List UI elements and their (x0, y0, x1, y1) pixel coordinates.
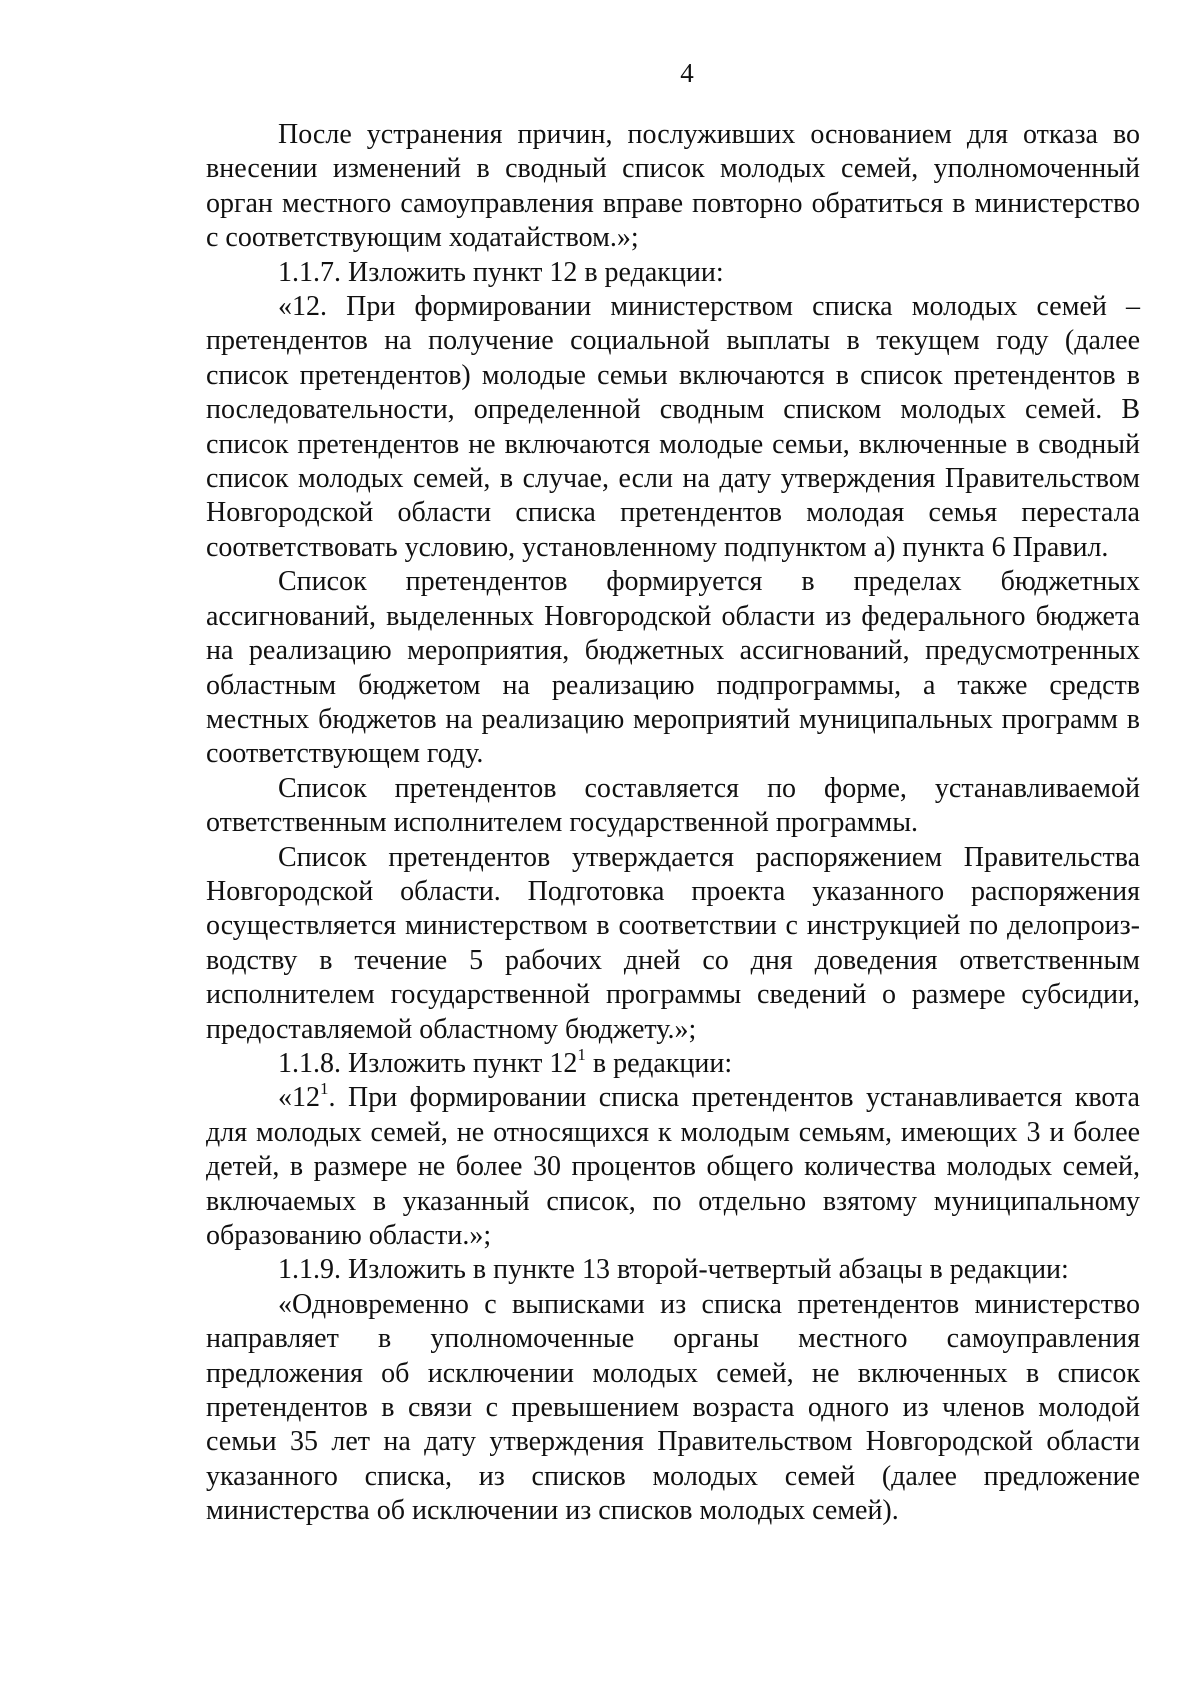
page-number: 4 (680, 58, 694, 88)
paragraph-list-form: Список претендентов составляется по форме, устанавливаемой ответственным исполнителем государственной программы. (206, 772, 1140, 839)
paragraph-item-1-1-9: 1.1.9. Изложить в пункте 13 второй-четвертый абзацы в редакции: (278, 1254, 1069, 1286)
paragraph-point-12: «12. При формировании министерством списка молодых семей – претендентов на получение социальной выплаты в текущем году (далее список претендентов) молодые семьи включаются в список претендентов в последовательности, определенной сводным списком молодых семей. В список претендентов не включаются молодые семьи, включенные в сводный список молодых семей, в случае, если на дату утверждения Правительством Новгородской области списка претендентов молодая семья перестала соответствовать условию, установленному подпунктом а) пункта 6 Правил. (206, 291, 1140, 563)
document-body (206, 118, 1140, 1529)
item-118-text-before: 1.1.8. Изложить пункт 12 (278, 1047, 578, 1079)
item-118-text-after: в редакции: (585, 1047, 733, 1079)
item-121-superscript: 1 (320, 1079, 329, 1099)
paragraph-point-12-1 (206, 1081, 1140, 1253)
paragraph-1: После устранения причин, послуживших основанием для отказа во внесении изменений в сводный список молодых семей, уполномоченный орган местного самоуправления вправе повторно обратиться в министерство с соответствующим ходатайством.»; (206, 119, 1140, 254)
item-121-text-before: «12 (278, 1082, 320, 1114)
paragraph-item-1-1-7: 1.1.7. Изложить пункт 12 в редакции: (278, 256, 724, 288)
paragraph-list-approval: Список претендентов утверждается распоряжением Правительства Новгородской области. Подготовка проекта указанного распоряжения осуществляется министерством в соответствии с инструкцией по делопроизводству в течение 5 рабочих дней со дня доведения ответственным исполнителем государственной программы сведений о размере субсидии, предоставляемой областному бюджету.»; (206, 841, 1140, 1045)
item-121-text-after: . При формировании списка претендентов устанавливается квота для молодых семей, не относящихся к молодым семьям, имеющих 3 и более детей, в размере не более 30 процентов общего количества молодых семей, включаемых в указанный список, по отдельно взятому муниципальному образованию области.»; (206, 1082, 1140, 1251)
item-118-superscript: 1 (577, 1044, 586, 1064)
paragraph-item-1-1-8 (206, 1044, 1140, 1081)
paragraph-exclusion-proposal: «Одновременно с выписками из списка претендентов министерство направляет в уполномоченные органы местного самоуправления предложения об исключении молодых семей, не включенных в список претендентов в связи с превышением возраста одного из членов молодой семьи 35 лет на дату утверждения Правительством Новгородской области указанного списка, из списков молодых семей (далее предложение министерства об исключении из списков молодых семей). (206, 1288, 1140, 1527)
paragraph-list-formation: Список претендентов формируется в пределах бюджетных ассигнований, выделенных Новгородской области из федерального бюджета на реализацию мероприятия, бюджетных ассигнований, предусмотренных областным бюджетом на реализацию подпрограммы, а также средств местных бюджетов на реализацию мероприятий муниципальных программ в соответствующем году. (206, 566, 1140, 770)
